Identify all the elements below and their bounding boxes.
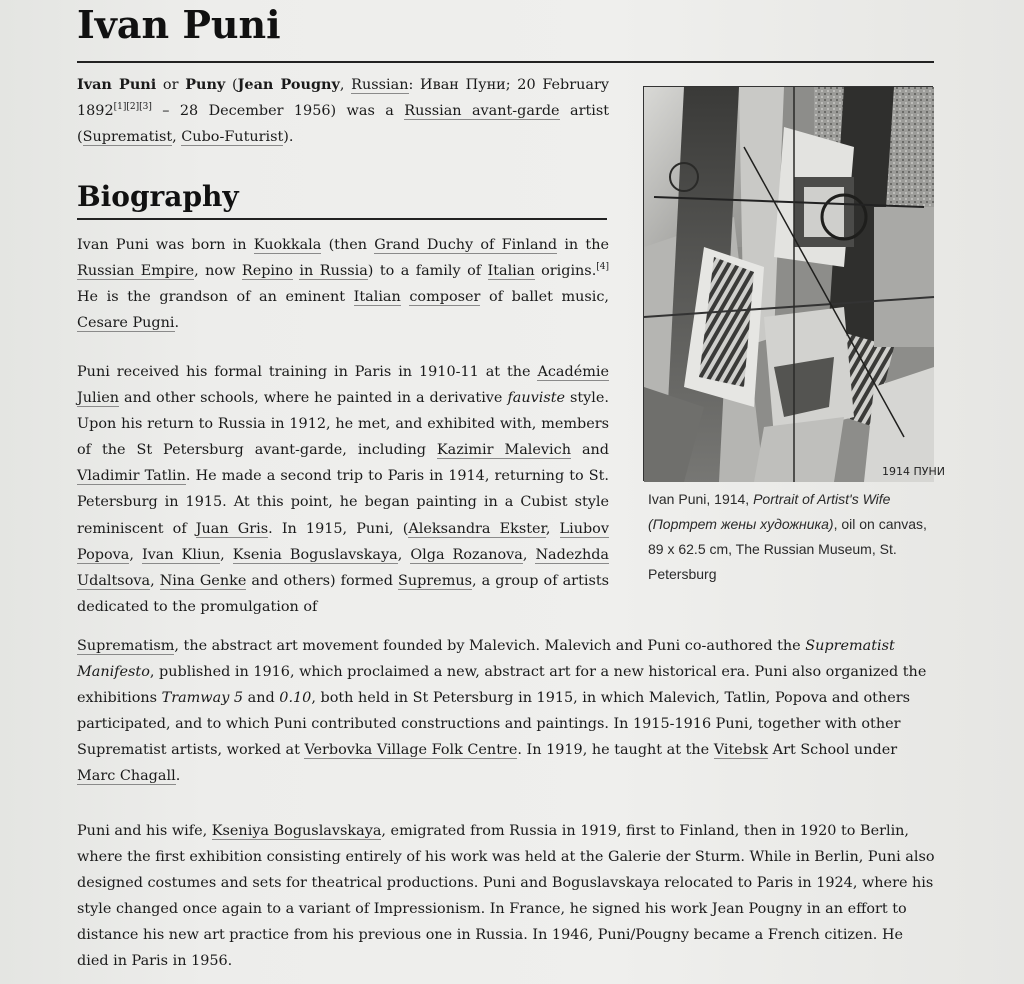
- lead-text: : Иван Пуни; 20 February 1892: [77, 77, 609, 120]
- lead-text: – 28 December 1956) was a: [151, 103, 405, 120]
- link-in-russia[interactable]: in Russia: [299, 263, 368, 280]
- exhibition-010-italic: 0.10: [279, 690, 312, 707]
- body-text: , now: [194, 263, 242, 280]
- link-suprematism[interactable]: Suprematism: [77, 638, 175, 654]
- body-text: and: [570, 442, 609, 459]
- link-russian-empire[interactable]: Russian Empire: [77, 263, 195, 280]
- page-title: Ivan Puni: [77, 2, 281, 47]
- body-text: ) to a family of: [367, 263, 488, 280]
- link-olga-rozanova[interactable]: Olga Rozanova: [410, 546, 523, 563]
- body-text: and other schools, where he painted in a derivative: [119, 390, 508, 407]
- link-grand-duchy-of-finland[interactable]: Grand Duchy of Finland: [374, 237, 558, 253]
- body-text: and: [243, 690, 280, 707]
- link-aleksandra-ekster[interactable]: Aleksandra Ekster: [408, 520, 546, 537]
- lead-text: ,: [339, 77, 352, 93]
- biography-heading: Biography: [77, 180, 239, 213]
- link-vladimir-tatlin[interactable]: Vladimir Tatlin: [77, 468, 186, 485]
- link-nina-genke[interactable]: Nina Genke: [159, 572, 247, 589]
- link-verbovka-village-folk-centre[interactable]: Verbovka Village Folk Centre: [304, 742, 518, 759]
- caption-text: , oil on canvas, 89 x 62.5 cm, The Russian Museum, St. Petersburg: [648, 516, 927, 582]
- link-suprematist[interactable]: Suprematist: [82, 129, 173, 146]
- body-text: . In 1915, Puni, (: [268, 520, 409, 537]
- link-composer[interactable]: composer: [409, 289, 481, 306]
- body-text: and others) formed: [246, 572, 398, 589]
- biography-paragraph-1: [77, 232, 609, 336]
- link-nadezhda-udaltsova[interactable]: Nadezhda Udaltsova: [77, 546, 610, 589]
- name-bold: Ivan Puni: [77, 76, 157, 93]
- link-ksenia-boguslavskaya[interactable]: Ksenia Boguslavskaya: [232, 546, 398, 563]
- ref-links-1-2-3[interactable]: [1][2][3]: [113, 102, 152, 113]
- link-russian-avant-garde[interactable]: Russian avant-garde: [404, 103, 560, 120]
- link-italian[interactable]: Italian: [487, 263, 535, 280]
- lead-text: or: [156, 77, 186, 93]
- link-cubo-futurist[interactable]: Cubo-Futurist: [181, 129, 284, 146]
- caption-text: Ivan Puni, 1914,: [648, 491, 754, 507]
- link-kazimir-malevich[interactable]: Kazimir Malevich: [436, 442, 571, 459]
- link-repino[interactable]: Repino: [241, 263, 293, 280]
- body-text: .: [174, 315, 180, 332]
- body-text: , the abstract art movement founded by Malevich. Malevich and Puni co-authored the: [174, 638, 806, 654]
- biography-paragraph-3: [77, 818, 939, 975]
- body-text: ,: [129, 546, 142, 563]
- lead-text: ).: [283, 129, 294, 146]
- body-text: . In 1919, he taught at the: [517, 742, 714, 759]
- body-text: ,: [150, 572, 160, 589]
- body-text: , emigrated from Russia in 1919, first to Finland, then in 1920 to Berlin, where the first exhibition consisting entirely of his work was held at the Galerie der Sturm. While in Berlin, Puni also designed costumes and sets for theatrical productions. Puni and Boguslavskaya relocated to Paris in 1924, where his style changed once again to a variant of Impressionism. In France, he signed his work Jean Pougny in an effort to distance his new art practice from his previous one in Russia. In 1946, Puni/Pougny became a French citizen. He died in Paris in 1956.: [77, 823, 935, 970]
- body-text: , a group of artists dedicated to the promulgation of: [77, 572, 610, 615]
- body-text: ,: [220, 546, 233, 563]
- biography-divider: [77, 218, 607, 220]
- link-russian-language[interactable]: Russian: [351, 77, 409, 93]
- body-text: ,: [522, 546, 536, 563]
- body-text: , published in 1916, which proclaimed a new, abstract art for a new historical era. Puni also organized the exhibitions: [77, 664, 927, 707]
- link-italian-2[interactable]: Italian: [353, 289, 401, 306]
- fauviste-italic: fauviste: [507, 390, 566, 407]
- cubist-painting-illustration: [644, 87, 945, 482]
- body-text: ,: [397, 546, 411, 563]
- painting-signature: 1914 ПУНИ: [882, 465, 945, 478]
- body-text: style. Upon his return to Russia in 1912, he met, and exhibited with, members of the St Petersburg avant-garde, including: [77, 390, 609, 459]
- body-text: .: [175, 768, 181, 785]
- suprematist-manifesto-italic: Suprematist Manifesto: [77, 638, 895, 681]
- title-divider: [77, 61, 934, 63]
- caption-title-italic: Portrait of Artist's Wife (Портрет жены художника): [648, 491, 891, 532]
- biography-paragraph-2: [77, 359, 609, 620]
- lead-text: (: [225, 77, 238, 93]
- link-vitebsk[interactable]: Vitebsk: [713, 742, 769, 759]
- image-caption: [648, 487, 938, 587]
- alt-name-bold: Puny: [185, 76, 226, 93]
- ref-link-4[interactable]: [4]: [596, 262, 610, 273]
- body-text: . He made a second trip to Paris in 1914, returning to St. Petersburg in 1915. At this point, he began painting in a Cubist style reminiscent of: [77, 468, 609, 537]
- body-text: He is the grandson of an eminent: [77, 289, 354, 306]
- portrait-painting-image[interactable]: [643, 86, 945, 481]
- body-text: ,: [545, 520, 560, 537]
- body-text: in the: [557, 237, 609, 253]
- body-text: Puni and his wife,: [77, 823, 212, 839]
- lead-paragraph: [77, 72, 609, 150]
- lead-text: ,: [172, 129, 182, 146]
- link-ivan-kliun[interactable]: Ivan Kliun: [141, 546, 221, 563]
- biography-paragraph-2-continued: [77, 633, 939, 790]
- body-text: Puni received his formal training in Paris in 1910-11 at the: [77, 364, 538, 380]
- body-text: Ivan Puni was born in: [77, 237, 254, 253]
- body-text: , both held in St Petersburg in 1915, in which Malevich, Tatlin, Popova and others participated, and to which Puni contributed constructions and paintings. In 1915-1916 Puni, together with other Suprematist artists, worked at: [77, 690, 911, 759]
- link-kseniya-boguslavskaya[interactable]: Kseniya Boguslavskaya: [211, 823, 382, 839]
- french-name-bold: Jean Pougny: [237, 76, 340, 93]
- body-text: Art School under: [768, 742, 898, 759]
- link-academie-julien[interactable]: Académie Julien: [77, 364, 609, 407]
- link-cesare-pugni[interactable]: Cesare Pugni: [77, 315, 175, 332]
- body-text: of ballet music,: [480, 289, 609, 306]
- link-marc-chagall[interactable]: Marc Chagall: [77, 768, 176, 785]
- link-supremus[interactable]: Supremus: [397, 572, 473, 589]
- body-text: origins.: [534, 263, 597, 280]
- tramway-5-italic: Tramway 5: [161, 690, 244, 707]
- body-text: (then: [321, 237, 375, 253]
- lead-text: artist (: [77, 103, 609, 146]
- link-kuokkala[interactable]: Kuokkala: [253, 237, 322, 253]
- link-juan-gris[interactable]: Juan Gris: [195, 520, 269, 537]
- link-liubov-popova[interactable]: Liubov Popova: [77, 520, 609, 563]
